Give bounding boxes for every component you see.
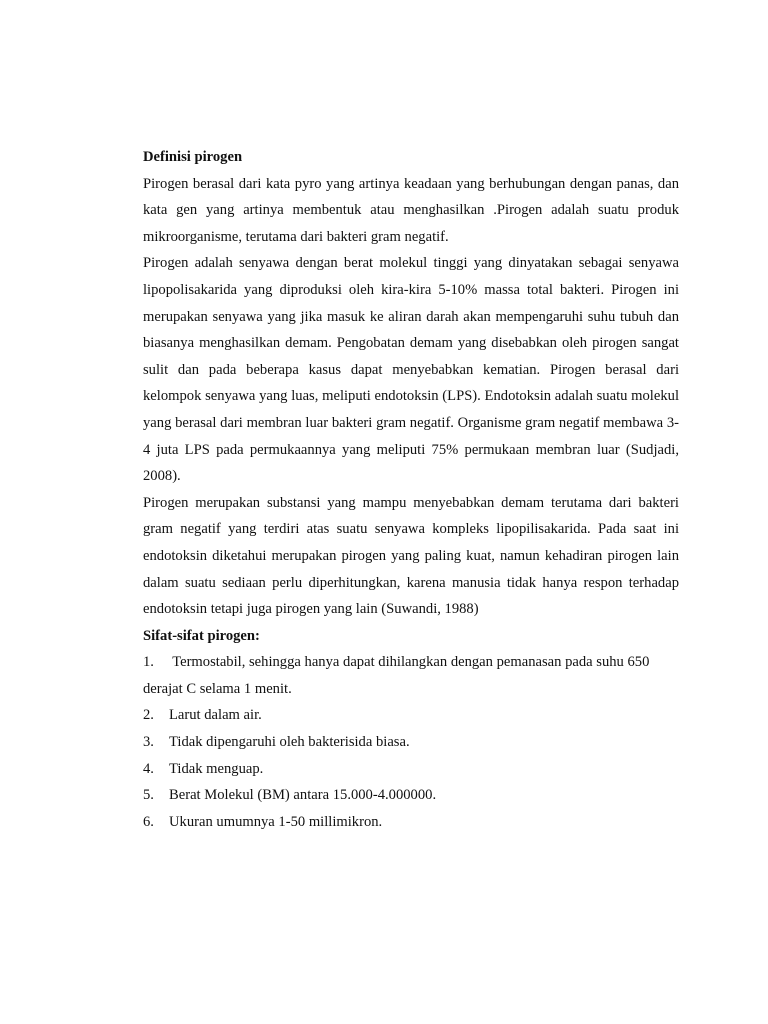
list-item-4 [143, 756, 679, 783]
list-item-5 [143, 782, 679, 809]
list-item-1 [143, 649, 679, 702]
list-text-5: Berat Molekul (BM) antara 15.000-4.000000. [169, 787, 437, 804]
list-text-4: Tidak menguap. [169, 760, 264, 777]
list-number-3: 3. [143, 734, 154, 751]
list-text-6: Ukuran umumnya 1-50 millimikron. [169, 813, 383, 830]
paragraph-3: Pirogen merupakan substansi yang mampu menyebabkan demam terutama dari bakteri gram negatif yang terdiri atas suatu senyawa kompleks lipopilisakarida. Pada saat ini endotoksin diketahui merupakan pirogen yang paling kuat, namun kehadiran pirogen lain dalam suatu sediaan perlu diperhitungkan, karena manusia tidak hanya respon terhadap endotoksin tetapi juga pirogen yang lain (Suwandi, 1988) [143, 494, 679, 618]
list-item-3 [143, 729, 679, 756]
paragraph-2: Pirogen adalah senyawa dengan berat molekul tinggi yang dinyatakan sebagai senyawa lipopolisakarida yang diproduksi oleh kira-kira 5-10% massa total bakteri. Pirogen ini merupakan senyawa yang jika masuk ke aliran darah akan mempengaruhi suhu tubuh dan biasanya menghasilkan demam. Pengobatan demam yang disebabkan oleh pirogen sangat sulit dan pada beberapa kasus dapat menyebabkan kematian. Pirogen berasal dari kelompok senyawa yang luas, meliputi endotoksin (LPS). Endotoksin adalah suatu molekul yang berasal dari membran luar bakteri gram negatif. Organisme gram negatif membawa 3-4 juta LPS pada permukaannya yang meliputi 75% permukaan membran luar (Sudjadi, 2008). [143, 255, 679, 485]
list-number-1: 1. [143, 654, 154, 671]
list-text-1: Termostabil, sehingga hanya dapat dihilangkan dengan pemanasan pada suhu 650 derajat C selama 1 menit. [143, 654, 650, 697]
list-number-5: 5. [143, 787, 154, 804]
document-content [143, 144, 679, 835]
list-item-6 [143, 809, 679, 836]
list-text-2: Larut dalam air. [169, 707, 262, 724]
list-number-4: 4. [143, 760, 154, 777]
list-number-2: 2. [143, 707, 154, 724]
heading-sifat-sifat-pirogen: Sifat-sifat pirogen: [143, 627, 260, 644]
heading-definisi-pirogen: Definisi pirogen [143, 149, 243, 165]
list-text-3: Tidak dipengaruhi oleh bakterisida biasa. [169, 734, 410, 751]
list-item-2 [143, 702, 679, 729]
paragraph-1: Pirogen berasal dari kata pyro yang artinya keadaan yang berhubungan dengan panas, dan kata gen yang artinya membentuk atau menghasilkan .Pirogen adalah suatu produk mikroorganisme, terutama dari bakteri gram negatif. [143, 175, 679, 245]
list-number-6: 6. [143, 813, 154, 830]
